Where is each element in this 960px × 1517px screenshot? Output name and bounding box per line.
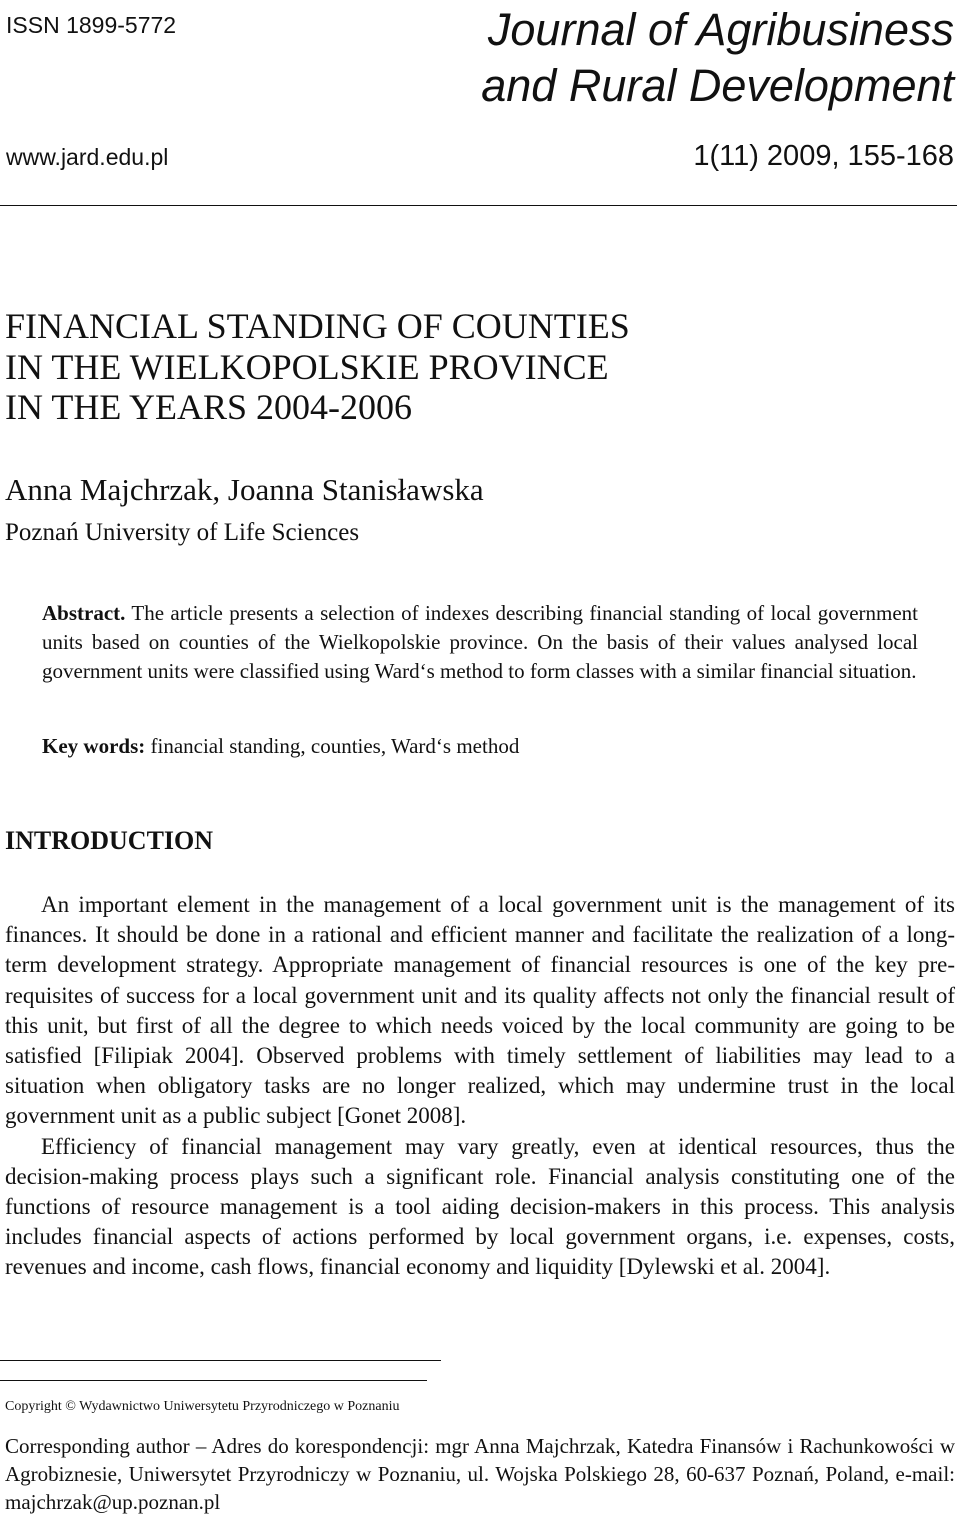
article-title-line-2: IN THE WIELKOPOLSKIE PROVINCE [5, 346, 609, 387]
introduction-heading: INTRODUCTION [5, 826, 214, 855]
article-title-line-1: FINANCIAL STANDING OF COUNTIES [5, 306, 630, 346]
keywords-text: financial standing, counties, Ward‘s method [150, 734, 520, 758]
journal-title-line-2: and Rural Development [481, 60, 954, 111]
header-divider [0, 205, 957, 206]
journal-title [481, 2, 954, 114]
introduction-body [5, 890, 955, 1283]
volume-pages: 1(11) 2009, 155-168 [693, 140, 954, 172]
authors: Anna Majchrzak, Joanna Stanisławska [5, 472, 484, 507]
body-paragraph: Efficiency of financial management may vary greatly, even at identical resources, thus the decision-making process plays such a significant role. Financial analysis constituting one of the functions of resource management is a tool aiding decision-makers in this process. This analysis includes financial aspects of actions performed by local government organs, i.e. expenses, costs, revenues and income, cash flows, financial economy and liquidity [Dylewski et al. 2004]. [5, 1133, 955, 1280]
abstract [42, 599, 918, 686]
footnote-divider [0, 1380, 427, 1381]
keywords-label: Key words: [42, 734, 146, 758]
body-end-divider [0, 1360, 441, 1361]
abstract-text: The article presents a selection of indexes describing financial standing of local government units based on counties of the Wielkopolskie province. On the basis of their values analysed local government units were classified using Ward‘s method to form classes with a similar financial situation. [42, 601, 919, 683]
journal-website: www.jard.edu.pl [6, 144, 169, 170]
body-paragraph: An important element in the management of a local government unit is the management of its finances. It should be done in a rational and efficient manner and facilitate the realization of a long-term development strategy. Appropriate management of financial resources is one of the key pre-requisites of success for a local government unit and its quality affects not only the financial result of this unit, but first of all the degree to which needs voiced by the local community are going to be satisfied [Filipiak 2004]. Observed problems with timely settlement of liabilities may lead to a situation when obligatory tasks are no longer realized, which may undermine trust in the local government unit as a public subject [Gonet 2008]. [5, 892, 955, 1129]
abstract-label: Abstract. [42, 601, 126, 625]
keywords [42, 734, 519, 759]
copyright-notice: Copyright © Wydawnictwo Uniwersytetu Przyrodniczego w Poznaniu [5, 1399, 400, 1414]
article-title [5, 306, 945, 428]
issn-label: ISSN 1899-5772 [6, 12, 177, 38]
journal-title-line-1: Journal of Agribusiness [487, 4, 954, 55]
corresponding-author-note: Corresponding author – Adres do korespondencji: mgr Anna Majchrzak, Katedra Finansów i Rachunkowości w Agrobiznesie, Uniwersytet Przyrodniczy w Poznaniu, ul. Wojska Polskiego 28, 60-637 Poznań, Poland, e-mail: majchrzak@up.poznan.pl [5, 1434, 955, 1514]
article-title-line-3: IN THE YEARS 2004-2006 [5, 387, 412, 427]
affiliation: Poznań University of Life Sciences [5, 519, 360, 546]
